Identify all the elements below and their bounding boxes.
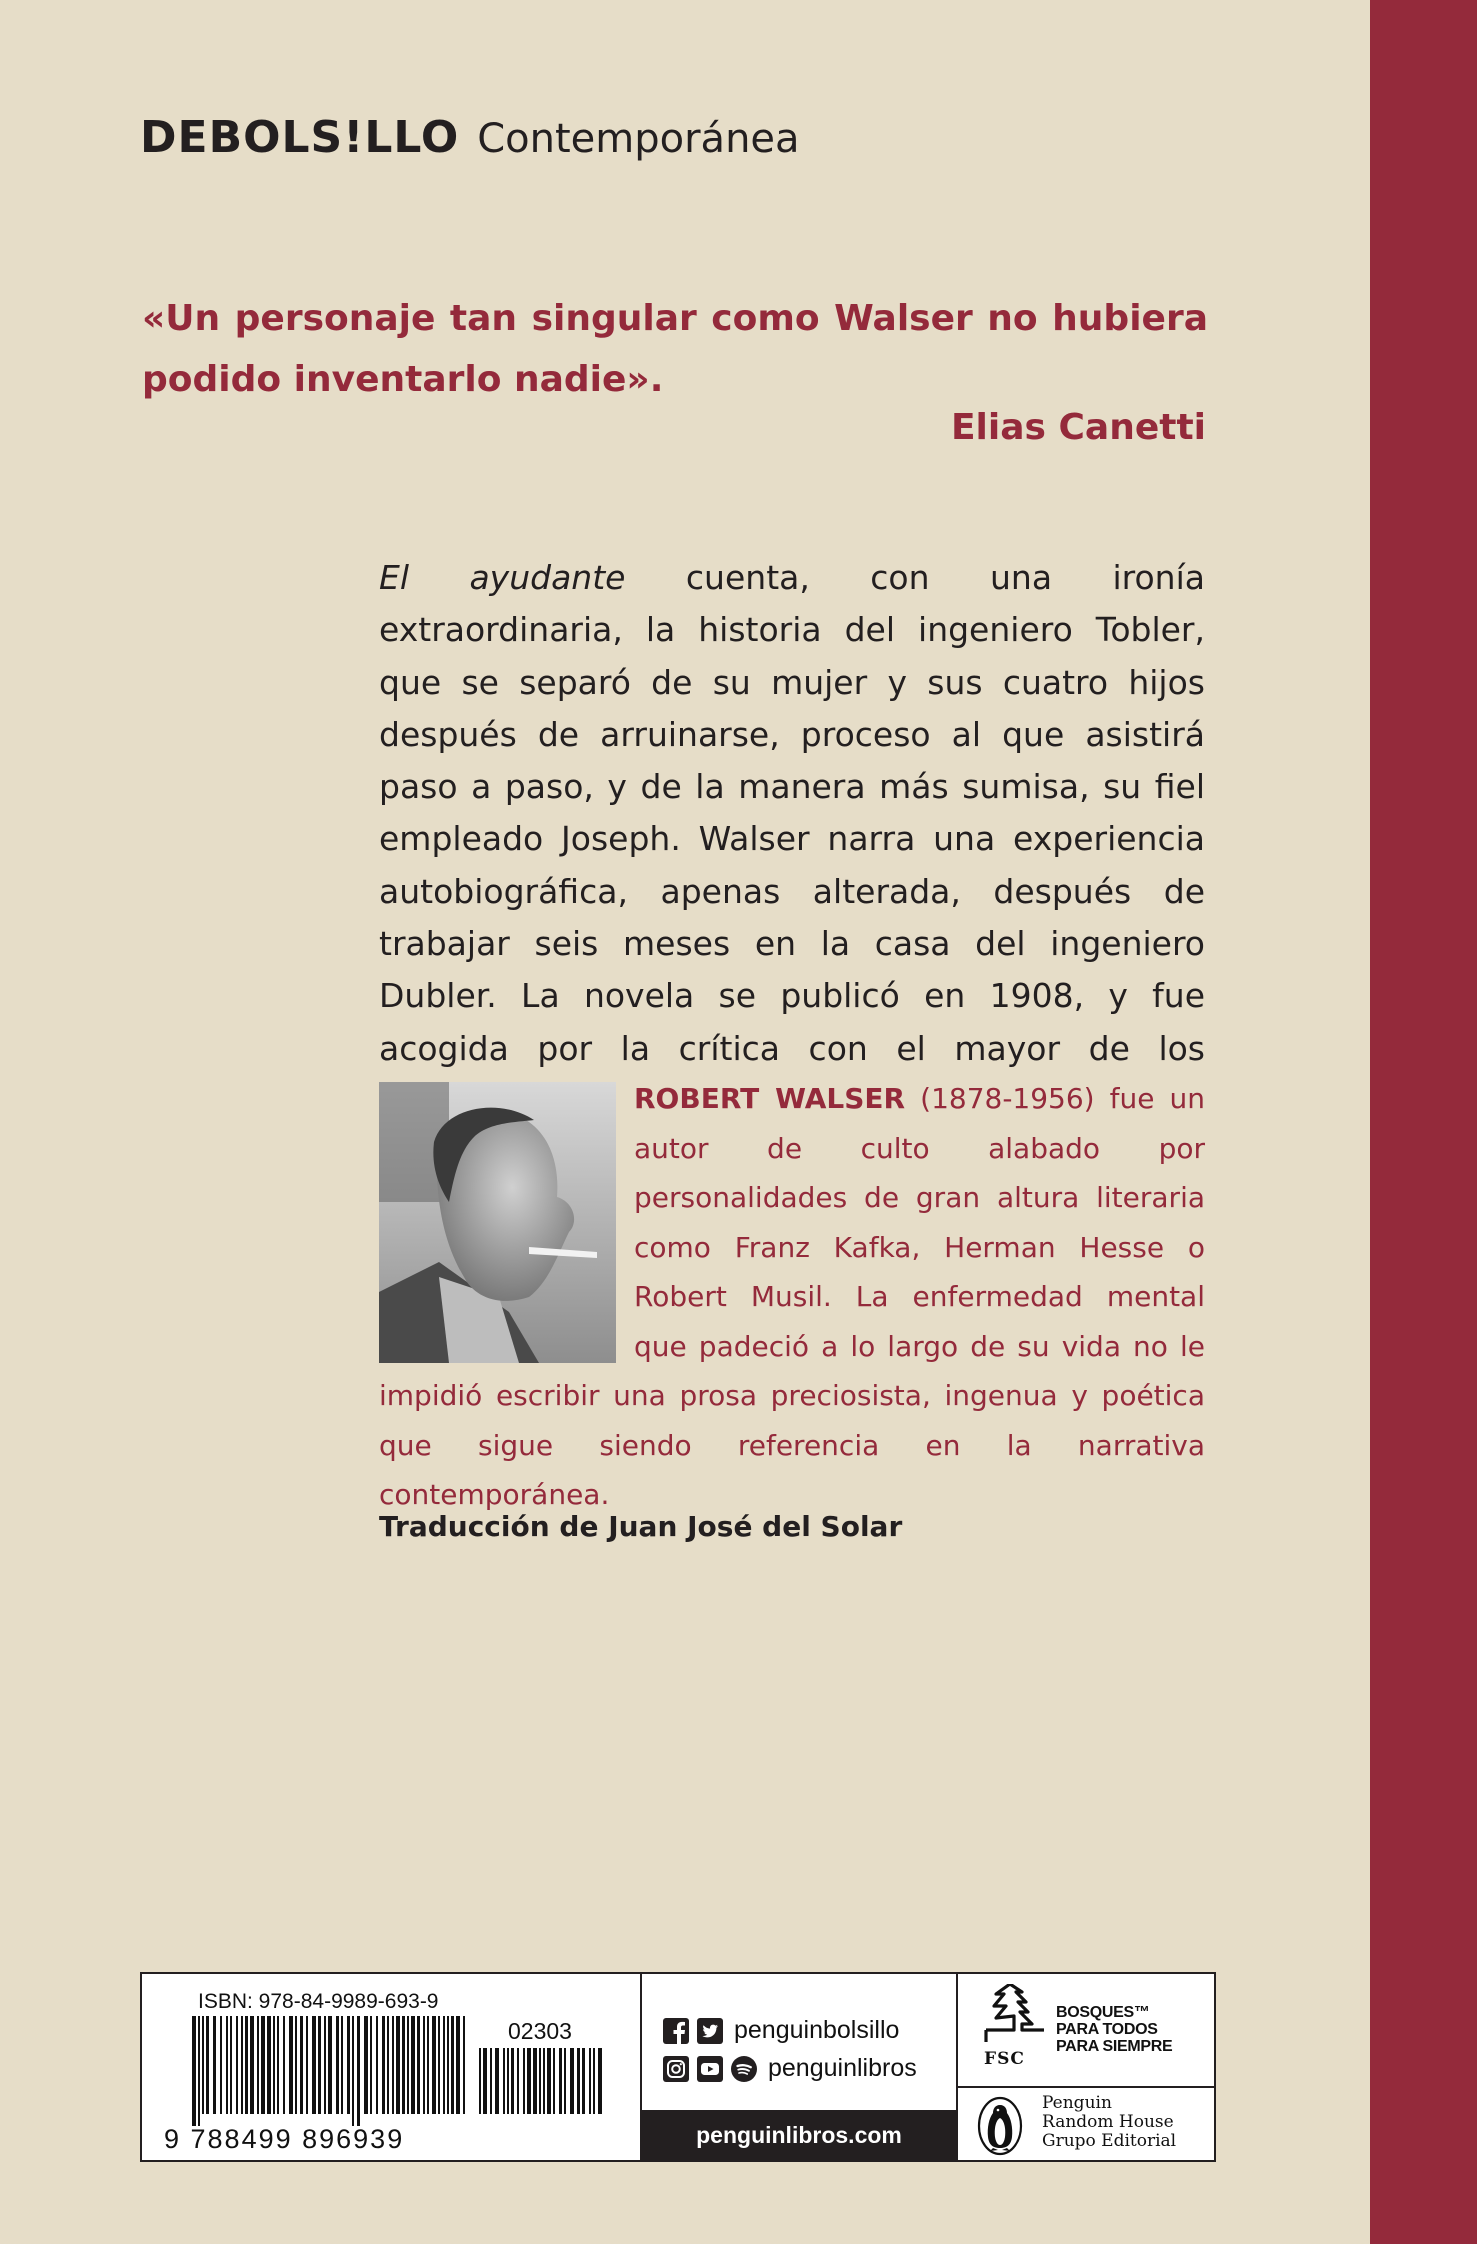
fsc-claim [1056, 2004, 1206, 2055]
author-name: ROBERT WALSER [634, 1082, 906, 1115]
barcode-bar [312, 2016, 316, 2114]
barcode-bar [236, 2016, 238, 2114]
barcode-bar [295, 2016, 297, 2114]
barcode-bar [598, 2048, 602, 2114]
fsc-tree-icon [980, 1984, 1050, 2050]
barcode-bar [277, 2016, 279, 2114]
barcode-bar [577, 2048, 580, 2114]
barcode-bar [245, 2016, 248, 2114]
barcode-section [142, 1974, 642, 2160]
barcode-bar [447, 2016, 449, 2114]
facebook-icon [662, 2017, 690, 2045]
barcode-bar [553, 2048, 555, 2114]
barcode-bar [396, 2016, 400, 2114]
spine-band [1370, 0, 1477, 2244]
publisher-line-2: Random House [1042, 2112, 1174, 2132]
fsc-claim-line-3: PARA SIEMPRE [1056, 2038, 1173, 2055]
barcode-bar [250, 2016, 254, 2114]
penguin-icon [976, 2096, 1024, 2156]
blurb-quote: «Un personaje tan singular como Walser no hubiera podido inventarlo nadie». [142, 298, 1208, 400]
barcode-bar [198, 2016, 200, 2126]
barcode-bar [543, 2048, 545, 2114]
youtube-icon [696, 2055, 724, 2083]
barcode-bar [283, 2016, 285, 2114]
author-bio [379, 1074, 1205, 1520]
barcode-bar [451, 2016, 454, 2114]
barcode-bar [206, 2016, 209, 2114]
back-info-box [140, 1972, 1216, 2162]
barcode-bar [427, 2016, 429, 2114]
barcode-bar [456, 2016, 460, 2114]
barcode-bar [523, 2048, 525, 2114]
barcode-bar [273, 2016, 275, 2114]
fsc-claim-line-2: PARA TODOS [1056, 2021, 1158, 2038]
ean-digits: 9 788499 896939 [164, 2124, 405, 2154]
barcode-bar [261, 2016, 265, 2114]
barcode-bar [357, 2016, 360, 2126]
instagram-icon [662, 2055, 690, 2083]
twitter-icon [696, 2017, 724, 2045]
barcode-bar [511, 2048, 514, 2114]
brand-logo: DEBOLS!LLO [140, 112, 460, 163]
barcode-bar [347, 2016, 350, 2114]
barcode-bar [443, 2016, 445, 2114]
barcode-bar [306, 2016, 308, 2114]
fsc-label: FSC [984, 2049, 1025, 2069]
barcode-bar [564, 2048, 566, 2114]
publisher-line-1: Penguin [1042, 2093, 1112, 2113]
social-row-1 [662, 2016, 899, 2045]
barcode-bar [589, 2048, 591, 2114]
synopsis [379, 552, 1205, 1127]
barcode-bar [370, 2016, 372, 2114]
isbn-label: ISBN: 978-84-9989-693-9 [198, 1990, 439, 2013]
barcode-bar [407, 2016, 409, 2114]
translator-credit: Traducción de Juan José del Solar [379, 1510, 903, 1543]
barcode-bar [230, 2016, 232, 2114]
spotify-icon [730, 2055, 758, 2083]
barcode-bar [257, 2016, 259, 2114]
barcode-bar [559, 2048, 562, 2114]
barcode-bar [402, 2016, 405, 2114]
barcode-bar [495, 2048, 499, 2114]
barcode-bar [364, 2016, 368, 2114]
addon-number: 02303 [508, 2018, 572, 2044]
barcode-bar [533, 2048, 537, 2114]
synopsis-text: cuenta, con una ironía extraordinaria, la historia del ingeniero Tobler, que se separó de su mujer y sus cuatro hijos después de arruinarse, proceso al que asistirá paso a paso, y de la manera más sumisa, su fiel empleado Joseph. Walser narra una experiencia autobiográfica, apenas alterada, después de trabajar seis meses en la casa del ingeniero Dubler. La novela se publicó en 1908, y fue acogida por la crítica con el mayor de los [379, 558, 1205, 1068]
barcode-bar [336, 2016, 339, 2114]
barcode-bar [318, 2016, 321, 2114]
barcode-bar [582, 2048, 585, 2114]
handle-penguinbolsillo[interactable]: penguinbolsillo [734, 2016, 900, 2044]
barcode-bar [341, 2016, 343, 2114]
barcode-bar [570, 2048, 574, 2114]
barcode-bar [289, 2016, 293, 2114]
barcode-bar [300, 2016, 303, 2114]
barcode-bar [432, 2016, 436, 2114]
barcode-bar [328, 2016, 332, 2114]
barcode-bar [539, 2048, 541, 2114]
fsc-block [958, 1974, 1214, 2088]
publisher-line-3: Grupo Editorial [1042, 2131, 1177, 2151]
barcode-bar [527, 2048, 531, 2114]
barcode-bar [213, 2016, 216, 2114]
brand-header [140, 112, 800, 172]
barcode-bar [382, 2016, 385, 2114]
barcode-bar [417, 2016, 420, 2114]
barcode-bar [226, 2016, 228, 2114]
social-row-2 [662, 2054, 917, 2083]
barcode-bar [503, 2048, 505, 2114]
barcode-bar [376, 2016, 378, 2114]
barcode-bar [463, 2016, 465, 2114]
certification-section [958, 1974, 1214, 2160]
collection-name: Contemporánea [477, 116, 800, 162]
barcode-bar [324, 2016, 326, 2114]
addon-barcode [477, 2048, 607, 2126]
barcode-bar [479, 2048, 481, 2114]
barcode-bar [423, 2016, 425, 2114]
handle-penguinlibros[interactable]: penguinlibros [768, 2054, 917, 2082]
barcode-bar [507, 2048, 509, 2114]
barcode-bar [202, 2016, 204, 2114]
ean-barcode [190, 2016, 472, 2126]
barcode-bar [547, 2048, 551, 2114]
barcode-bar [438, 2016, 440, 2114]
barcode-bar [241, 2016, 243, 2114]
barcode-bar [220, 2016, 222, 2114]
book-title: El ayudante [379, 558, 626, 597]
barcode-bar [517, 2048, 519, 2114]
publisher-block [958, 2088, 1214, 2160]
barcode-bar [392, 2016, 394, 2114]
blurb-author: Elias Canetti [950, 407, 1206, 448]
fsc-claim-line-1: BOSQUES™ [1056, 2004, 1150, 2021]
barcode-bar [387, 2016, 389, 2114]
barcode-bar [490, 2048, 492, 2114]
barcode-bar [192, 2016, 196, 2126]
barcode-bar [593, 2048, 595, 2114]
bio-text: (1878-1956) fue un autor de culto alabado por personalidades de gran altura literaria como Franz Kafka, Herman Hesse o Robert Musil. La enfermedad mental que padeció a lo largo de su vida no le impidió escribir una prosa preciosista, ingenua y poética que sigue siendo referencia en la narrativa contemporánea. [379, 1082, 1205, 1511]
barcode-bar [267, 2016, 271, 2114]
author-photo [379, 1082, 616, 1363]
social-section [642, 1974, 958, 2160]
barcode-bar [352, 2016, 354, 2126]
publisher-name [1042, 2094, 1212, 2151]
barcode-bar [411, 2016, 415, 2114]
website-link[interactable]: penguinlibros.com [642, 2110, 956, 2160]
barcode-bar [483, 2048, 487, 2114]
